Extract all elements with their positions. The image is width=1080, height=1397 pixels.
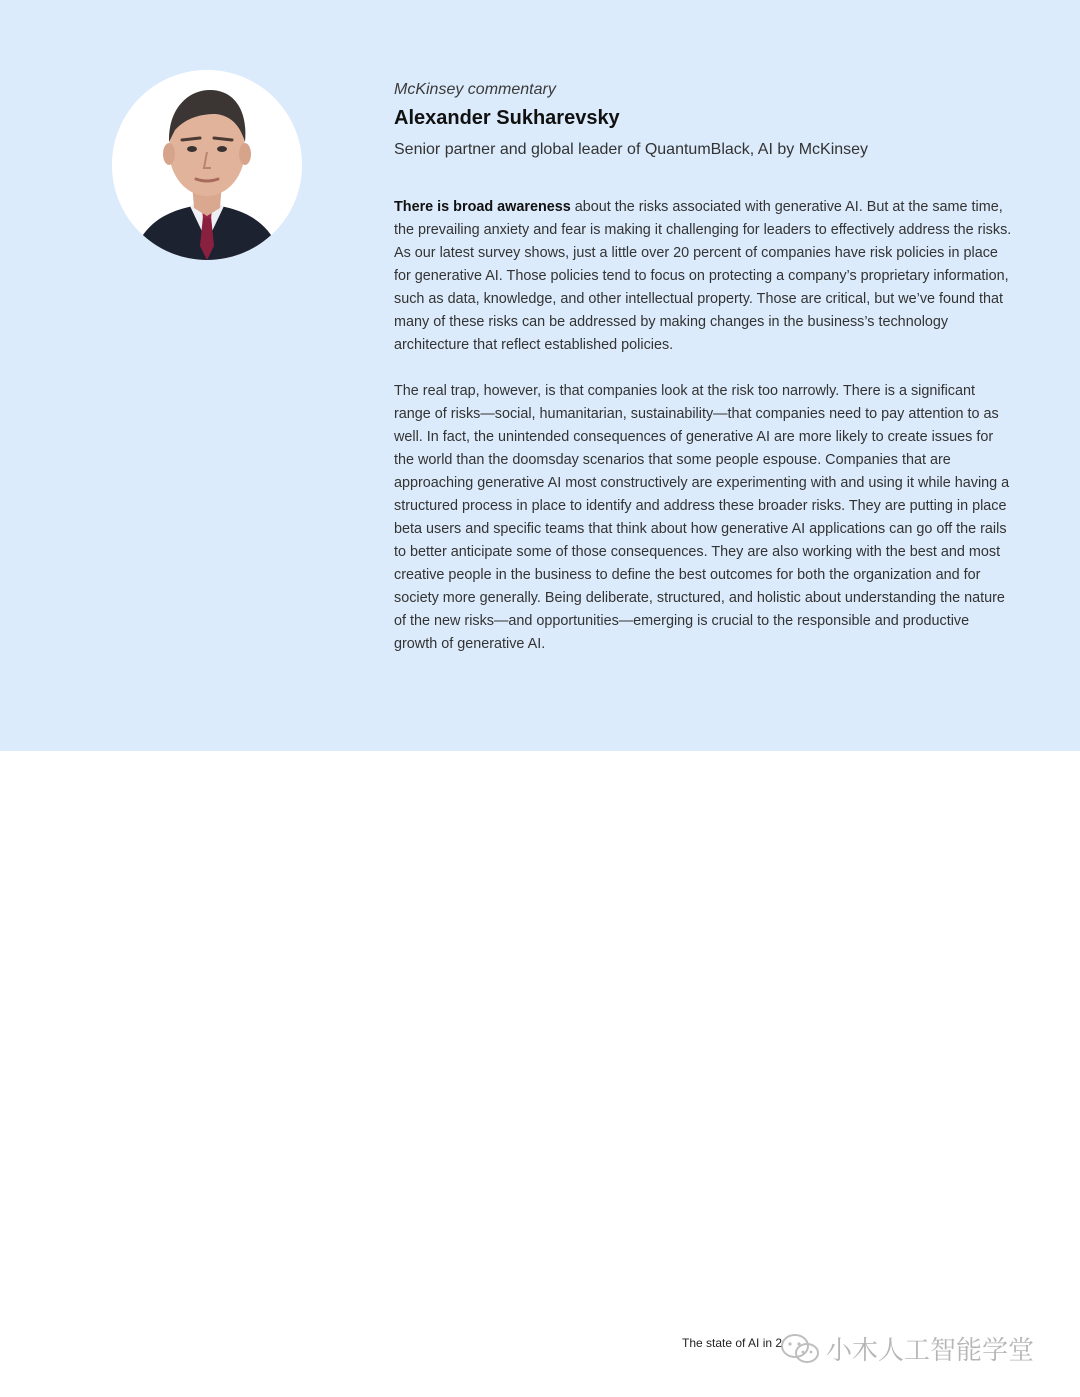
page-footer: The state of AI in 2 bbox=[682, 1336, 783, 1350]
person-portrait-illustration bbox=[112, 70, 302, 260]
paragraph-lead-in: There is broad awareness bbox=[394, 199, 571, 215]
commentary-content bbox=[394, 78, 1014, 656]
author-role: Senior partner and global leader of QuantumBlack, AI by McKinsey bbox=[394, 141, 869, 158]
watermark bbox=[780, 1330, 1034, 1367]
body-paragraph-1 bbox=[394, 196, 1014, 357]
wechat-icon bbox=[780, 1332, 820, 1366]
author-name: Alexander Sukharevsky bbox=[394, 107, 620, 129]
paragraph-1-text: about the risks associated with generative AI. But at the same time, the prevailing anxiety and fear is making it challenging for leaders to effectively address the risks. As our latest survey shows, just a little over 20 percent of companies have risk policies in place for generative AI. Those policies tend to focus on protecting a company’s proprietary information, such as data, knowledge, and other intellectual property. Those are critical, but we’ve found that many of these risks can be addressed by making changes in the business’s technology architecture that reflect established policies. bbox=[394, 199, 1012, 353]
watermark-text: 小木人工智能学堂 bbox=[826, 1336, 1035, 1366]
body-paragraph-2: The real trap, however, is that companies look at the risk too narrowly. There is a significant range of risks—social, humanitarian, sustainability—that companies need to pay attention to as well. In fact, the unintended consequences of generative AI are more likely to create issues for the world than the doomsday scenarios that some people espouse. Companies that are approaching generative AI most constructively are experimenting with and using it while having a structured process in place to identify and address these broader risks. They are putting in place beta users and specific teams that think about how generative AI applications can go off the rails to better anticipate some of those consequences. They are also working with the best and most creative people in the business to define the best outcomes for both the organization and for society more generally. Being deliberate, structured, and holistic about understanding the nature of the new risks—and opportunities—emerging is crucial to the responsible and productive growth of generative AI. bbox=[394, 383, 1010, 652]
portrait-photo bbox=[112, 70, 302, 260]
commentary-label: McKinsey commentary bbox=[394, 81, 556, 98]
